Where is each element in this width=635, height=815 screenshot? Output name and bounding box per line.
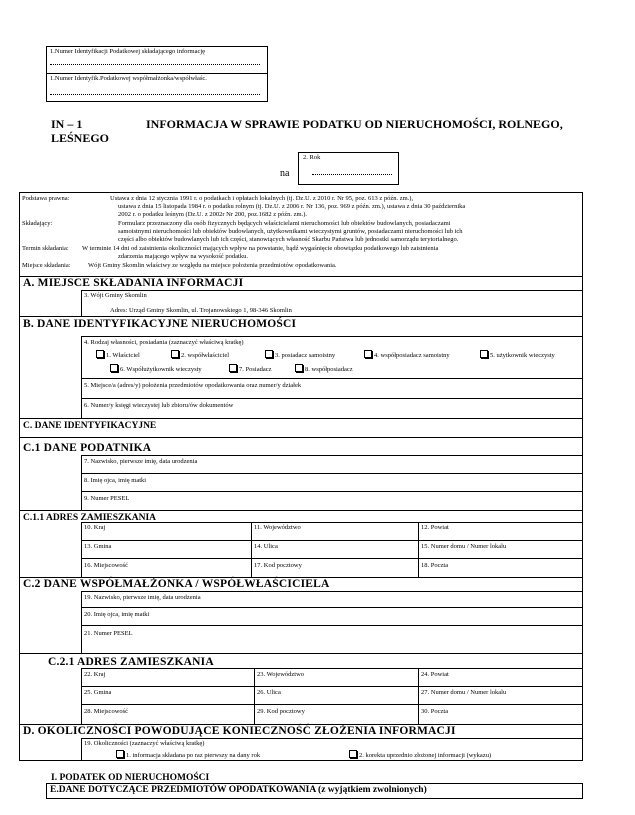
divider bbox=[81, 336, 583, 337]
basis-line: ustawa z dnia 15 listopada 1984 r. o podatku rolnym (tj. Dz.U. z 2006 r. Nr 136, poz. 969 z późn. zm.), ustawa z dnia 30 października bbox=[118, 203, 466, 210]
filers-line: samoistnymi nieruchomości lub obiektów budowlanych, użytkownikami wieczystymi gruntów, posiadaczami nieruchomości lub ich bbox=[118, 228, 463, 235]
addr-label: 25. Gmina bbox=[84, 689, 112, 696]
ownership-option[interactable] bbox=[110, 364, 202, 373]
form-title: INFORMACJA W SPRAWIE PODATKU OD NIERUCHOMOŚCI, ROLNEGO, bbox=[146, 117, 563, 131]
basis-line: Ustawa z dnia 12 stycznia 1991 r. o podatkach i opłatach lokalnych (tj. Dz.U. z 2010 r. Nr 95, poz. 613 z późn. zm.), bbox=[110, 195, 414, 202]
option-label: 2. korekta uprzednio złożonej informacji (wykazu) bbox=[359, 752, 492, 759]
basis-label: Podstawa prawna: bbox=[22, 195, 70, 202]
rok-field[interactable] bbox=[312, 174, 392, 175]
ownership-option[interactable] bbox=[265, 350, 335, 359]
ownership-option[interactable] bbox=[364, 350, 450, 359]
divider bbox=[81, 704, 583, 705]
checkbox[interactable] bbox=[265, 350, 273, 358]
ownership-option[interactable] bbox=[480, 350, 555, 359]
divider bbox=[81, 522, 583, 523]
legal-block bbox=[22, 195, 578, 277]
place-text: Wójt Gminy Skomlin właściwy ze względu na miejsce położenia przedmiotów opodatkowania. bbox=[88, 262, 337, 269]
field-21-label: 21. Numer PESEL bbox=[84, 630, 133, 637]
basis-line: 2002 r. o podatku leśnym (Dz.U. z 2002r Nr 200, poz.1682 z późn. zm.). bbox=[118, 211, 308, 218]
divider bbox=[81, 455, 82, 510]
divider bbox=[19, 316, 583, 317]
rok-label: 2. Rok bbox=[303, 154, 321, 161]
addr-label: 16. Miejscowość bbox=[84, 562, 129, 569]
filers-label: Składający: bbox=[22, 220, 53, 227]
divider bbox=[81, 738, 583, 739]
nip-filer-field[interactable] bbox=[50, 64, 260, 65]
checkbox[interactable] bbox=[480, 350, 488, 358]
field-20-label: 20. Imię ojca, imię matki bbox=[84, 611, 150, 618]
addr-label: 26. Ulica bbox=[257, 689, 281, 696]
field-9-label: 9. Numer PESEL bbox=[84, 495, 130, 502]
section-c1-title: C.1 DANE PODATNIKA bbox=[23, 442, 152, 454]
option-label: 8. współposiadacz bbox=[305, 366, 353, 373]
field-d19-label: 19. Okoliczności (zaznaczyć właściwą kratkę) bbox=[84, 740, 205, 747]
section-c11-title: C.1.1 ADRES ZAMIESZKANIA bbox=[23, 513, 157, 523]
field-7-label: 7. Nazwisko, pierwsze imię, data urodzenia bbox=[84, 458, 198, 465]
option-label: 1. informacja składana po raz pierwszy na dany rok bbox=[126, 752, 261, 759]
field-3-label: 3. Wójt Gminy Skomlin bbox=[84, 292, 147, 299]
divider bbox=[418, 668, 419, 724]
divider bbox=[19, 437, 583, 438]
divider bbox=[81, 625, 583, 626]
na-label: na bbox=[280, 168, 290, 179]
field-19-label: 19. Nazwisko, pierwsze imię, data urodzenia bbox=[84, 594, 201, 601]
divider bbox=[81, 290, 82, 316]
divider bbox=[81, 491, 583, 492]
checkbox[interactable] bbox=[364, 350, 372, 358]
circumstance-option[interactable] bbox=[349, 750, 491, 759]
option-label: 1. Właściciel bbox=[106, 352, 140, 359]
addr-label: 27. Numer domu / Numer lokalu bbox=[421, 689, 507, 696]
nip-spouse-field[interactable] bbox=[50, 94, 260, 95]
addr-label: 14. Ulica bbox=[254, 543, 278, 550]
addr-label: 18. Poczta bbox=[421, 562, 449, 569]
checkbox[interactable] bbox=[116, 750, 124, 758]
circumstance-option[interactable] bbox=[116, 750, 260, 759]
checkbox[interactable] bbox=[110, 364, 118, 372]
addr-label: 22. Kraj bbox=[84, 671, 106, 678]
section-c-title: C. DANE IDENTYFIKACYJNE bbox=[23, 421, 157, 431]
addr-label: 13. Gmina bbox=[84, 543, 112, 550]
divider bbox=[19, 510, 583, 511]
addr-label: 12. Powiat bbox=[421, 524, 449, 531]
addr-label: 11. Województwo bbox=[254, 524, 301, 531]
field-4-label: 4. Rodzaj własności, posiadania (zaznaczyć właściwą kratkę) bbox=[84, 339, 244, 346]
divider bbox=[81, 591, 583, 592]
section-a-title: A. MIEJSCE SKŁADANIA INFORMACJI bbox=[23, 277, 244, 289]
deadline-line: zdarzenia mającego wpływ na wysokość podatku. bbox=[118, 253, 248, 260]
divider bbox=[81, 668, 583, 669]
addr-label: 17. Kod pocztowy bbox=[254, 562, 302, 569]
divider bbox=[81, 607, 583, 608]
addr-label: 10. Kraj bbox=[84, 524, 106, 531]
field-6-label: 6. Numer/y księgi wieczystej lub zbioru/ów dokumentów bbox=[84, 402, 234, 409]
deadline-label: Termin składania: bbox=[22, 245, 69, 252]
divider bbox=[81, 686, 583, 687]
divider bbox=[19, 418, 583, 419]
divider bbox=[81, 473, 583, 474]
addr-label: 15. Numer domu / Numer lokalu bbox=[421, 543, 507, 550]
divider bbox=[81, 455, 583, 456]
option-label: 4. współposiadacz samoistny bbox=[374, 352, 450, 359]
addr-label: 30. Poczta bbox=[421, 708, 449, 715]
addr-label: 24. Powiat bbox=[421, 671, 449, 678]
form-title-cont: LEŚNEGO bbox=[51, 131, 110, 145]
divider bbox=[254, 668, 255, 724]
deadline-line: W terminie 14 dni od zaistnienia okoliczności mających wpływ na powstanie, bądź wygaśnięcie obowiązku podatkowego lub zaistnienia bbox=[82, 245, 439, 252]
section-c21-title: C.2.1 ADRES ZAMIESZKANIA bbox=[48, 656, 214, 668]
section-d-title: D. OKOLICZNOŚCI POWODUJĄCE KONIECZNOŚĆ ZŁOŻENIA INFORMACJI bbox=[23, 725, 456, 737]
ownership-option[interactable] bbox=[96, 350, 140, 359]
checkbox[interactable] bbox=[295, 364, 303, 372]
office-address: Adres: Urząd Gminy Skomlin, ul. Trojanowskiego 1, 98-346 Skomlin bbox=[110, 307, 292, 314]
divider bbox=[81, 591, 82, 653]
option-label: 2. współwłaściciel bbox=[181, 352, 230, 359]
option-label: 5. użytkownik wieczysty bbox=[490, 352, 555, 359]
checkbox[interactable] bbox=[96, 350, 104, 358]
option-label: 7. Posiadacz bbox=[239, 366, 272, 373]
divider bbox=[81, 290, 583, 291]
filers-line: Formularz przeznaczony dla osób fizycznych będących właścicielami nieruchomości lub obiektów budowlanych, posiadaczami bbox=[118, 220, 451, 227]
filers-line: części albo obiektów budowlanych lub ich części, stanowiących własność Skarbu Państwa lub jednostki samorządu terytorialnego. bbox=[118, 236, 459, 243]
checkbox[interactable] bbox=[349, 750, 357, 758]
section-b-title: B. DANE IDENTYFIKACYJNE NIERUCHOMOŚCI bbox=[23, 318, 297, 330]
addr-label: 28. Miejscowość bbox=[84, 708, 129, 715]
divider bbox=[81, 398, 583, 399]
ownership-option[interactable] bbox=[171, 350, 229, 359]
form-code: IN – 1 bbox=[51, 117, 83, 131]
option-label: 3. posiadacz samoistny bbox=[275, 352, 336, 359]
ownership-option[interactable] bbox=[229, 364, 272, 373]
section-c2-title: C.2 DANE WSPÓŁMAŁŻONKA / WSPÓŁWŁAŚCICIELA bbox=[23, 578, 330, 590]
divider bbox=[81, 558, 583, 559]
divider bbox=[81, 668, 82, 724]
divider bbox=[251, 522, 252, 577]
nip-filer-label: 1.Numer Identyfikacji Podatkowej składającego informację bbox=[50, 48, 206, 55]
nip-spouse-label: 1.Numer Identyfik.Podatkowej współmałżonka/współwłaśc. bbox=[50, 75, 207, 82]
field-5-label: 5. Miejsce/a (adres/y) położenia przedmiotów opodatkowania oraz numer/y działek bbox=[84, 382, 302, 389]
section-i-title: I. PODATEK OD NIERUCHOMOŚCI bbox=[51, 773, 210, 783]
divider bbox=[81, 378, 583, 379]
divider bbox=[81, 522, 82, 577]
divider bbox=[81, 738, 82, 761]
divider bbox=[81, 336, 82, 418]
ownership-option[interactable] bbox=[295, 364, 353, 373]
option-label: 6. Współużytkownik wieczysty bbox=[120, 366, 202, 373]
addr-label: 29. Kod pocztowy bbox=[257, 708, 305, 715]
place-label: Miejsce składania: bbox=[22, 262, 71, 269]
section-e-title: E.DANE DOTYCZĄCE PRZEDMIOTÓW OPODATKOWANIA (z wyjątkiem zwolnionych) bbox=[50, 785, 427, 795]
checkbox[interactable] bbox=[229, 364, 237, 372]
divider bbox=[19, 653, 583, 654]
divider bbox=[418, 522, 419, 577]
checkbox[interactable] bbox=[171, 350, 179, 358]
field-8-label: 8. Imię ojca, imię matki bbox=[84, 477, 147, 484]
addr-label: 23. Województwo bbox=[257, 671, 305, 678]
divider bbox=[81, 540, 583, 541]
divider bbox=[46, 73, 268, 74]
